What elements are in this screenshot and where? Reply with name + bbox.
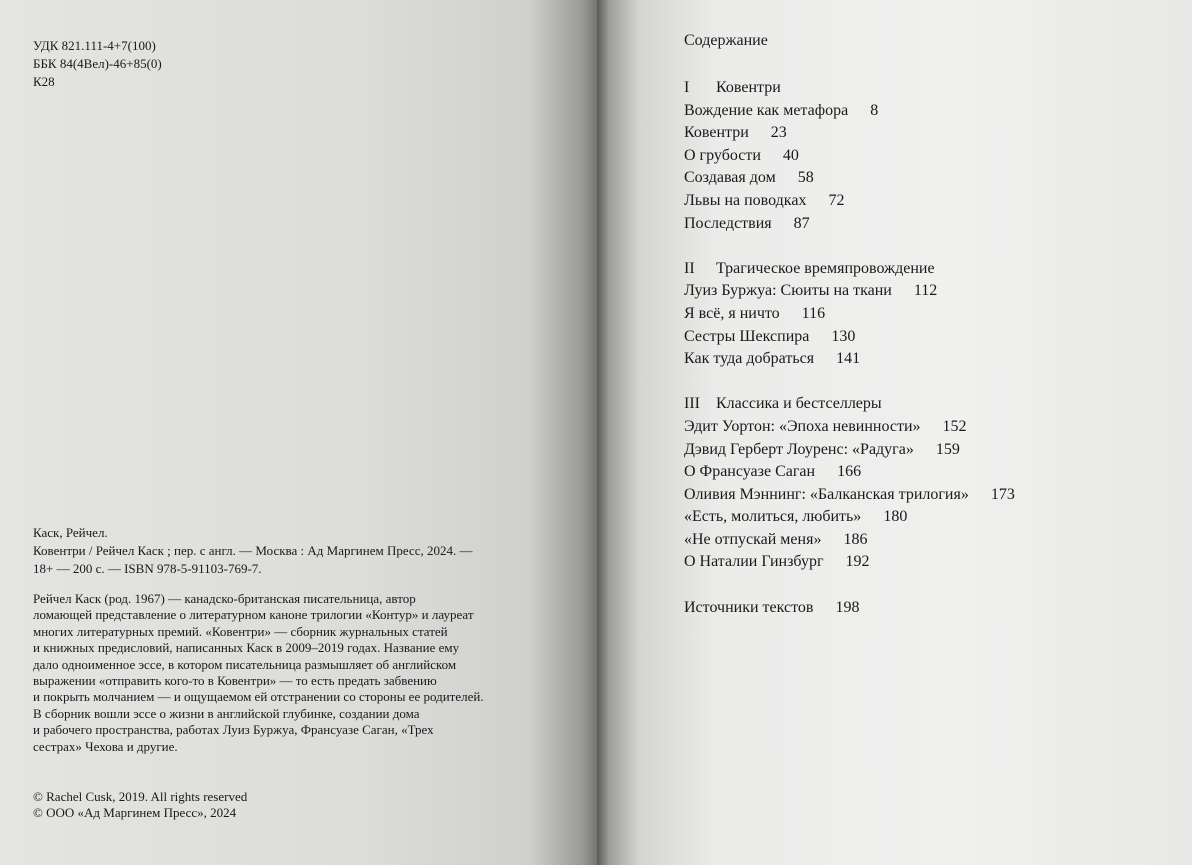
annotation-line: выражении «отправить кого-то в Ковентри» — то есть предать забвению	[33, 672, 437, 688]
toc-entry[interactable]	[684, 213, 1015, 236]
entry-page-number: 141	[836, 350, 861, 368]
entry-page-number: 159	[935, 440, 960, 458]
entry-title: Луиз Буржуа: Сюиты на ткани	[684, 282, 892, 300]
entry-title: Сестры Шекспира	[684, 327, 810, 345]
toc-entry[interactable]	[684, 122, 1015, 145]
annotation-line: В сборник вошли эссе о жизни в английской глубинке, создании дома	[33, 705, 420, 721]
entry-page-number: 186	[843, 530, 868, 548]
toc-entry[interactable]	[684, 167, 1015, 190]
entry-page-number: 112	[913, 282, 938, 300]
section-title: Ковентри	[716, 79, 781, 96]
entry-title: О грубости	[684, 146, 761, 164]
annotation-line: дало одноименное эссе, в котором писательница размышляет об английском	[33, 656, 457, 672]
section-numeral: I	[684, 79, 690, 96]
annotation-line: сестрах» Чехова и другие.	[33, 738, 178, 754]
toc-entry[interactable]	[684, 280, 1015, 303]
annotation-line: многих литературных премий. «Ковентри» — сборник журнальных статей	[33, 623, 448, 639]
classification-block	[33, 37, 162, 91]
entry-title: «Есть, молиться, любить»	[684, 508, 862, 526]
toc-entry[interactable]	[684, 416, 1015, 439]
entry-page-number: 72	[828, 191, 845, 209]
toc-entry[interactable]	[684, 348, 1015, 371]
section-spacer	[684, 371, 1015, 394]
entry-title: Создавая дом	[684, 169, 776, 187]
copyright-line: © Rachel Cusk, 2019. All rights reserved	[33, 789, 248, 804]
toc-section-heading	[684, 258, 1015, 281]
entry-page-number: 166	[837, 463, 862, 481]
copyright-line: © ООО «Ад Маргинем Пресс», 2024	[33, 805, 237, 821]
toc-entry[interactable]	[684, 551, 1015, 574]
entry-title: Как туда добраться	[684, 350, 815, 368]
toc-section-heading	[684, 393, 1015, 416]
toc-entry[interactable]	[684, 190, 1015, 213]
toc-entry[interactable]	[684, 506, 1015, 529]
entry-page-number: 180	[883, 508, 908, 526]
entry-page-number: 198	[835, 598, 860, 616]
toc-entry[interactable]	[684, 529, 1015, 552]
annotation-block	[33, 591, 484, 755]
bib-line: Ковентри / Рейчел Каск ; пер. с англ. — Москва : Ад Маргинем Пресс, 2024. —	[33, 543, 473, 558]
entry-page-number: 173	[990, 485, 1015, 503]
toc-entry[interactable]	[684, 326, 1015, 349]
toc-title: Содержание	[684, 32, 768, 49]
entry-title: Львы на поводках	[684, 191, 807, 209]
entry-title: Дэвид Герберт Лоуренс: «Радуга»	[684, 440, 914, 458]
copyright-block	[33, 789, 247, 822]
toc-entry[interactable]	[684, 461, 1015, 484]
entry-title: «Не отпускай меня»	[684, 530, 822, 548]
toc-entry[interactable]	[684, 484, 1015, 507]
entry-page-number: 152	[942, 417, 967, 435]
section-numeral: II	[684, 259, 695, 277]
author-mark: К28	[33, 74, 55, 89]
bib-line: 18+ — 200 с. — ISBN 978-5-91103-769-7.	[33, 561, 262, 576]
section-title: Трагическое времяпровождение	[716, 259, 935, 277]
section-spacer	[684, 235, 1015, 258]
toc-entry[interactable]	[684, 100, 1015, 123]
annotation-line: ломающей представление о литературном каноне трилогии «Контур» и лауреат	[33, 607, 474, 623]
entry-title: Последствия	[684, 214, 772, 232]
section-spacer	[684, 574, 1015, 597]
entry-page-number: 87	[793, 214, 810, 232]
entry-page-number: 130	[831, 327, 856, 345]
section-numeral: III	[684, 395, 700, 413]
entry-page-number: 58	[797, 169, 814, 187]
bbk: ББК 84(4Вел)-46+85(0)	[33, 56, 162, 71]
toc-entry-sources[interactable]	[684, 597, 1015, 620]
entry-title: Эдит Уортон: «Эпоха невинности»	[684, 417, 921, 435]
entry-page-number: 116	[801, 304, 826, 322]
table-of-contents	[684, 77, 1015, 619]
section-title: Классика и бестселлеры	[716, 395, 882, 413]
annotation-line: и книжных предисловий, написанных Каск в 2009–2019 годах. Название ему	[33, 640, 460, 656]
entry-page-number: 23	[770, 124, 787, 142]
toc-entry[interactable]	[684, 439, 1015, 462]
annotation-line: и покрыть молчанием — и ощущаемом ей отстранении со стороны ее родителей.	[33, 689, 484, 705]
toc-entry[interactable]	[684, 303, 1015, 326]
annotation-line: Рейчел Каск (род. 1967) — канадско-британская писательница, автор	[33, 591, 416, 606]
entry-title: Оливия Мэннинг: «Балканская трилогия»	[684, 485, 969, 503]
entry-page-number: 40	[782, 146, 799, 164]
bibliographic-block	[33, 524, 473, 578]
entry-page-number: 8	[870, 101, 879, 119]
toc-entry[interactable]	[684, 145, 1015, 168]
entry-title: Вождение как метафора	[684, 101, 849, 119]
entry-title: Я всё, я ничто	[684, 304, 780, 322]
annotation-line: и рабочего пространства, работах Луиз Буржуа, Франсуазе Саган, «Трех	[33, 722, 434, 738]
entry-title: Источники текстов	[684, 598, 814, 616]
udk: УДК 821.111-4+7(100)	[33, 38, 156, 53]
toc-section-heading	[684, 77, 1015, 100]
entry-title: О Франсуазе Саган	[684, 463, 816, 481]
entry-title: О Наталии Гинзбург	[684, 553, 824, 571]
entry-page-number: 192	[845, 553, 870, 571]
entry-title: Ковентри	[684, 124, 749, 142]
bib-line: Каск, Рейчел.	[33, 525, 108, 540]
